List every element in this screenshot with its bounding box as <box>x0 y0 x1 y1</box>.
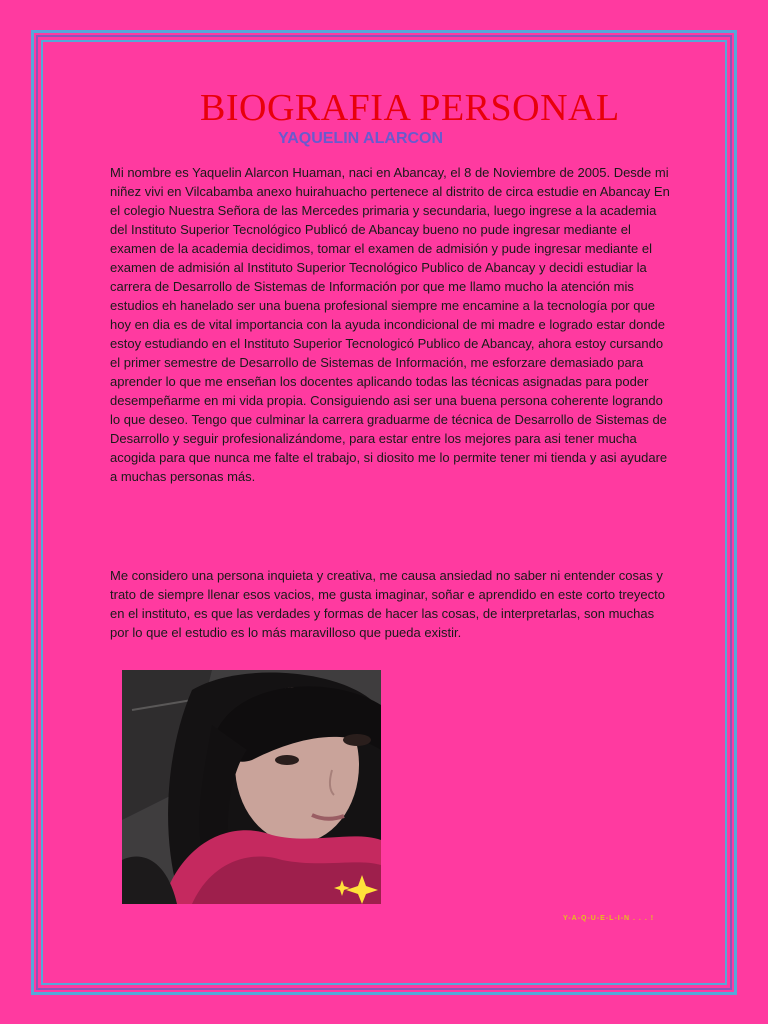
portrait-photo <box>122 670 381 904</box>
author-name: YAQUELIN ALARCON <box>278 130 444 147</box>
biography-paragraph-1: Mi nombre es Yaquelin Alarcon Huaman, naci en Abancay, el 8 de Noviembre de 2005. Desde mi niñez vivi en Vilcabamba anexo huirahuacho pertenece al distrito de circa estudie en Abancay En el colegio Nuestra Señora de las Mercedes primaria y secundaria, luego ingrese a la academia del Instituto Superior Tecnológico Publicó de Abancay bueno no pude ingresar mediante el examen de la academia decidimos, tomar el examen de admisión y pude ingresar mediante el examen de admisión al Instituto Superior Tecnológico Publico de Abancay y decidi estudiar la carrera de Desarrollo de Sistemas de Información por que me llamo mucho la atención mis estudios eh hanelado ser una buena profesional siempre me encamine a la tecnología por que hoy en dia es de vital importancia con la ayuda incondicional de mi madre e logrado estar donde estoy estudiando en el Instituto Superior Tecnologicó Publico de Abancay, ahora estoy cursando el primer semestre de Desarrollo de Sistemas de Información, me esforzare demasiado para aprender lo que me enseñan los docentes aplicando todas las técnicas asignadas para poder desempeñarme en mi vida propia. Consiguiendo asi ser una buena persona coherente logrando lo que deseo. Tengo que culminar la carrera graduarme de técnica de Desarrollo de Sistemas de Desarrollo y seguir profesionalizándome, para estar entre los mejores para asi tener mucha acogida para que nunca me falte el trabajo, si diosito me lo permite tener mi tienda y asi ayudare a muchas personas más. <box>110 165 670 484</box>
biography-paragraph-2: Me considero una persona inquieta y creativa, me causa ansiedad no saber ni entender cosas y trato de siempre llenar esos vacios, me gusta imaginar, soñar e aprendido en este corto treyecto en el instituto, es que las verdades y formas de hacer las cosas, de interpretarlas, son muchas por lo que el estudio es lo más maravilloso que pueda existir. <box>110 568 665 640</box>
signature: Y-A-Q-U-E-L-I-N . . . ! <box>563 915 655 922</box>
page-title: BIOGRAFIA PERSONAL <box>200 87 620 129</box>
